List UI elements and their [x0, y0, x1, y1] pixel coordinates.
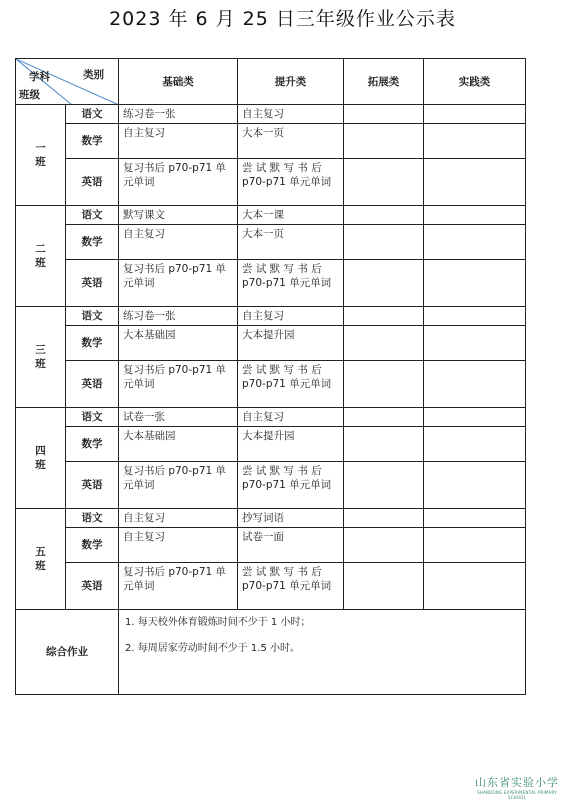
task-cell-advanced: 尝 试 默 写 书 后 p70-p71 单元单词 [238, 159, 344, 206]
class-name-bottom: 班 [35, 156, 46, 168]
school-logo [472, 774, 562, 800]
header-row [16, 59, 526, 105]
subject-cell: 数学 [66, 427, 119, 462]
class-row [16, 124, 526, 159]
class-name-top: 三 [35, 344, 46, 356]
class-name-bottom: 班 [35, 257, 46, 269]
task-cell-basic: 自主复习 [119, 124, 238, 159]
task-cell-advanced: 尝 试 默 写 书 后 p70-p71 单元单词 [238, 260, 344, 307]
task-cell-practice [424, 427, 526, 462]
column-header-practice: 实践类 [424, 59, 526, 105]
task-cell-advanced: 大本一页 [238, 124, 344, 159]
subject-cell: 语文 [66, 509, 119, 528]
school-logo-name: 山东省实验小学 [475, 776, 559, 789]
task-cell-extension [344, 462, 424, 509]
task-cell-basic: 复习书后 p70-p71 单元单词 [119, 260, 238, 307]
class-row [16, 462, 526, 509]
task-cell-practice [424, 408, 526, 427]
task-cell-practice [424, 528, 526, 563]
task-cell-extension [344, 509, 424, 528]
task-cell-extension [344, 159, 424, 206]
class-row [16, 307, 526, 326]
task-cell-basic: 练习卷一张 [119, 307, 238, 326]
subject-cell: 语文 [66, 105, 119, 124]
task-cell-extension [344, 408, 424, 427]
task-cell-basic: 大本基础园 [119, 427, 238, 462]
column-header-advanced: 提升类 [238, 59, 344, 105]
category-header-label: 类别 [83, 69, 104, 81]
task-cell-practice [424, 260, 526, 307]
class-row [16, 225, 526, 260]
task-cell-extension [344, 427, 424, 462]
task-cell-practice [424, 124, 526, 159]
class-name-top: 五 [35, 546, 46, 558]
class-name-bottom: 班 [35, 560, 46, 572]
task-cell-practice [424, 462, 526, 509]
class-name-top: 一 [35, 142, 46, 154]
class-row [16, 563, 526, 610]
task-cell-practice [424, 105, 526, 124]
task-cell-extension [344, 326, 424, 361]
class-row [16, 427, 526, 462]
task-cell-practice [424, 563, 526, 610]
task-cell-basic: 试卷一张 [119, 408, 238, 427]
task-cell-advanced: 自主复习 [238, 105, 344, 124]
class-name-top: 二 [35, 243, 46, 255]
class-name-bottom: 班 [35, 358, 46, 370]
class-row [16, 509, 526, 528]
school-logo-english: SHANDONG EXPERIMENTAL PRIMARY SCHOOL [477, 790, 557, 800]
page-title: 2023 年 6 月 25 日三年级作业公示表 [109, 8, 456, 30]
summary-row [16, 610, 526, 695]
task-cell-basic: 练习卷一张 [119, 105, 238, 124]
task-cell-extension [344, 260, 424, 307]
task-cell-advanced: 尝 试 默 写 书 后 p70-p71 单元单词 [238, 361, 344, 408]
homework-table [15, 58, 526, 695]
task-cell-practice [424, 509, 526, 528]
task-cell-extension [344, 124, 424, 159]
column-header-extension: 拓展类 [344, 59, 424, 105]
task-cell-basic: 复习书后 p70-p71 单元单词 [119, 563, 238, 610]
subject-cell: 英语 [66, 563, 119, 610]
task-cell-practice [424, 361, 526, 408]
class-row [16, 528, 526, 563]
task-cell-advanced: 自主复习 [238, 408, 344, 427]
task-cell-practice [424, 206, 526, 225]
task-cell-advanced: 大本一页 [238, 225, 344, 260]
subject-cell: 语文 [66, 307, 119, 326]
class-name-cell [16, 206, 66, 307]
subject-cell: 语文 [66, 408, 119, 427]
diagonal-header-cell [16, 59, 119, 105]
subject-cell: 数学 [66, 124, 119, 159]
task-cell-extension [344, 225, 424, 260]
class-name-cell [16, 408, 66, 509]
subject-cell: 语文 [66, 206, 119, 225]
task-cell-extension [344, 563, 424, 610]
subject-cell: 英语 [66, 159, 119, 206]
subject-cell: 数学 [66, 326, 119, 361]
class-name-cell [16, 105, 66, 206]
subject-header-label: 学科 [29, 71, 50, 83]
class-row [16, 260, 526, 307]
task-cell-basic: 复习书后 p70-p71 单元单词 [119, 462, 238, 509]
task-cell-advanced: 大本提升园 [238, 427, 344, 462]
class-name-cell [16, 509, 66, 610]
task-cell-advanced: 尝 试 默 写 书 后 p70-p71 单元单词 [238, 563, 344, 610]
task-cell-extension [344, 206, 424, 225]
task-cell-basic: 复习书后 p70-p71 单元单词 [119, 361, 238, 408]
class-row [16, 159, 526, 206]
task-cell-basic: 自主复习 [119, 225, 238, 260]
task-cell-extension [344, 361, 424, 408]
task-cell-practice [424, 159, 526, 206]
class-header-label: 班级 [19, 89, 40, 101]
class-row [16, 206, 526, 225]
subject-cell: 英语 [66, 260, 119, 307]
task-cell-basic: 大本基础园 [119, 326, 238, 361]
task-cell-practice [424, 225, 526, 260]
task-cell-advanced: 抄写词语 [238, 509, 344, 528]
class-row [16, 361, 526, 408]
column-header-basic: 基础类 [119, 59, 238, 105]
subject-cell: 数学 [66, 225, 119, 260]
subject-cell: 英语 [66, 462, 119, 509]
subject-cell: 数学 [66, 528, 119, 563]
task-cell-advanced: 试卷一面 [238, 528, 344, 563]
class-name-bottom: 班 [35, 459, 46, 471]
task-cell-extension [344, 528, 424, 563]
task-cell-basic: 自主复习 [119, 509, 238, 528]
summary-item: 2. 每周居家劳动时间不少于 1.5 小时。 [125, 643, 300, 654]
summary-label: 综合作业 [16, 610, 119, 695]
task-cell-basic: 自主复习 [119, 528, 238, 563]
class-row [16, 105, 526, 124]
task-cell-advanced: 自主复习 [238, 307, 344, 326]
class-row [16, 408, 526, 427]
task-cell-extension [344, 307, 424, 326]
summary-items [119, 610, 526, 695]
task-cell-basic: 默写课文 [119, 206, 238, 225]
task-cell-practice [424, 307, 526, 326]
task-cell-basic: 复习书后 p70-p71 单元单词 [119, 159, 238, 206]
task-cell-practice [424, 326, 526, 361]
task-cell-advanced: 尝 试 默 写 书 后 p70-p71 单元单词 [238, 462, 344, 509]
summary-item: 1. 每天校外体育锻炼时间不少于 1 小时； [125, 617, 311, 628]
task-cell-advanced: 大本一课 [238, 206, 344, 225]
class-row [16, 326, 526, 361]
class-name-top: 四 [35, 445, 46, 457]
class-name-cell [16, 307, 66, 408]
subject-cell: 英语 [66, 361, 119, 408]
task-cell-extension [344, 105, 424, 124]
task-cell-advanced: 大本提升园 [238, 326, 344, 361]
